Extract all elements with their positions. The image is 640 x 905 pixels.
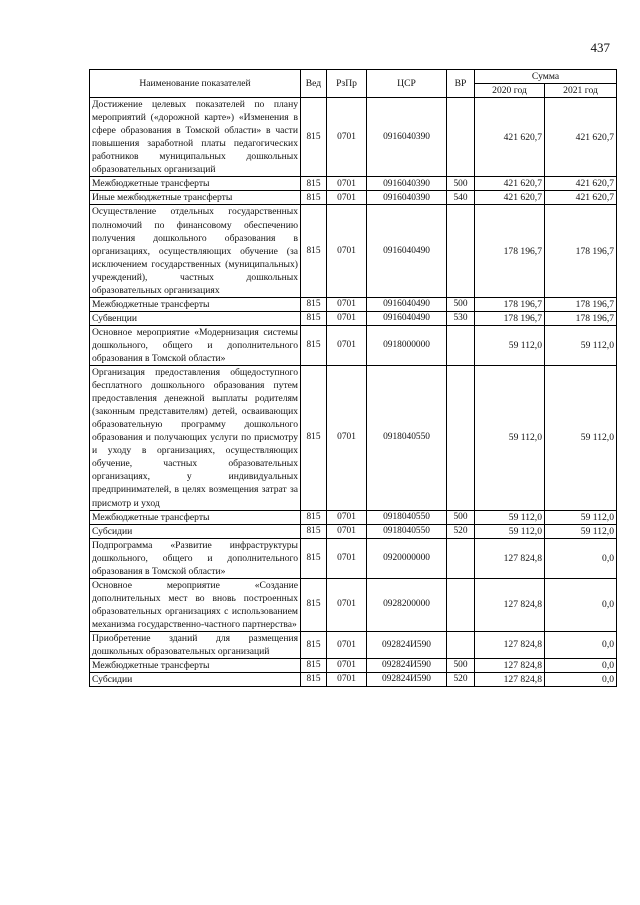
row-vr [447, 366, 475, 511]
row-ved: 815 [301, 366, 327, 511]
row-amount-2021: 59 112,0 [545, 325, 617, 365]
row-vr [447, 631, 475, 658]
row-csr: 0916040490 [367, 311, 447, 325]
row-ved: 815 [301, 659, 327, 673]
row-amount-2020: 59 112,0 [475, 366, 545, 511]
row-vr: 530 [447, 311, 475, 325]
row-ved: 815 [301, 673, 327, 687]
row-ved: 815 [301, 297, 327, 311]
row-name: Межбюджетные трансферты [90, 177, 301, 191]
table-row [90, 205, 617, 297]
table-header [90, 70, 617, 98]
row-amount-2021: 0,0 [545, 538, 617, 578]
row-csr: 0920000000 [367, 538, 447, 578]
table-row [90, 524, 617, 538]
row-amount-2021: 59 112,0 [545, 524, 617, 538]
row-ved: 815 [301, 205, 327, 297]
row-csr: 0918000000 [367, 325, 447, 365]
table-row [90, 325, 617, 365]
row-amount-2020: 59 112,0 [475, 325, 545, 365]
row-vr [447, 325, 475, 365]
row-rzpr: 0701 [327, 510, 367, 524]
row-name: Субсидии [90, 524, 301, 538]
row-amount-2020: 127 824,8 [475, 659, 545, 673]
header-year-2020: 2020 год [475, 84, 545, 98]
row-amount-2021: 421 620,7 [545, 191, 617, 205]
row-rzpr: 0701 [327, 538, 367, 578]
row-amount-2020: 178 196,7 [475, 205, 545, 297]
table-row [90, 191, 617, 205]
row-csr: 092824И590 [367, 659, 447, 673]
table-row [90, 631, 617, 658]
row-amount-2021: 178 196,7 [545, 311, 617, 325]
header-ved: Вед [301, 70, 327, 98]
row-csr: 0928200000 [367, 578, 447, 631]
header-sum: Сумма [475, 70, 617, 84]
row-name: Основное мероприятие «Модернизация системы дошкольного, общего и дополнительного образования в Томской области» [90, 325, 301, 365]
row-vr: 520 [447, 673, 475, 687]
table-row [90, 177, 617, 191]
header-name: Наименование показателей [90, 70, 301, 98]
row-amount-2021: 0,0 [545, 659, 617, 673]
header-csr: ЦСР [367, 70, 447, 98]
row-rzpr: 0701 [327, 98, 367, 177]
row-rzpr: 0701 [327, 524, 367, 538]
row-ved: 815 [301, 524, 327, 538]
row-amount-2020: 178 196,7 [475, 297, 545, 311]
row-rzpr: 0701 [327, 205, 367, 297]
row-amount-2021: 178 196,7 [545, 297, 617, 311]
row-vr: 500 [447, 659, 475, 673]
row-ved: 815 [301, 510, 327, 524]
row-csr: 0916040390 [367, 177, 447, 191]
row-ved: 815 [301, 578, 327, 631]
row-name: Межбюджетные трансферты [90, 510, 301, 524]
row-amount-2021: 421 620,7 [545, 98, 617, 177]
row-csr: 0918040550 [367, 366, 447, 511]
table-row [90, 98, 617, 177]
row-vr [447, 98, 475, 177]
row-name: Осуществление отдельных государственных полномочий по финансовому обеспечению получения дошкольного образования в организациях, осуществляющих обучение (за исключением государственных (муниципальных) учреждений), частных дошкольных образовательных организациях [90, 205, 301, 297]
row-amount-2020: 421 620,7 [475, 191, 545, 205]
table-row [90, 297, 617, 311]
row-amount-2020: 59 112,0 [475, 524, 545, 538]
row-amount-2020: 127 824,8 [475, 538, 545, 578]
row-name: Организация предоставления общедоступного бесплатного дошкольного образования путем предоставления денежной выплаты родителям (законным представителям) детей, осваивающих образовательную программу дошкольного образования и получающих услуги по присмотру и уходу в организациях, осуществляющих обучение, частных образовательных организациях, у индивидуальных предпринимателей, в целях возмещения затрат за присмотр и уход [90, 366, 301, 511]
row-amount-2020: 178 196,7 [475, 311, 545, 325]
table-row [90, 366, 617, 511]
row-name: Подпрограмма «Развитие инфраструктуры дошкольного, общего и дополнительного образования в Томской области» [90, 538, 301, 578]
row-csr: 0918040550 [367, 510, 447, 524]
row-vr: 540 [447, 191, 475, 205]
row-rzpr: 0701 [327, 631, 367, 658]
table-row [90, 659, 617, 673]
row-ved: 815 [301, 311, 327, 325]
row-name: Субсидии [90, 673, 301, 687]
row-vr [447, 578, 475, 631]
row-amount-2021: 0,0 [545, 578, 617, 631]
row-csr: 0916040490 [367, 205, 447, 297]
row-amount-2020: 421 620,7 [475, 98, 545, 177]
row-vr [447, 538, 475, 578]
row-csr: 0918040550 [367, 524, 447, 538]
row-csr: 092824И590 [367, 631, 447, 658]
row-csr: 092824И590 [367, 673, 447, 687]
row-csr: 0916040390 [367, 98, 447, 177]
row-vr: 500 [447, 297, 475, 311]
table-body [90, 98, 617, 687]
row-rzpr: 0701 [327, 578, 367, 631]
row-rzpr: 0701 [327, 297, 367, 311]
header-vr: ВР [447, 70, 475, 98]
row-vr: 520 [447, 524, 475, 538]
row-ved: 815 [301, 177, 327, 191]
row-amount-2021: 421 620,7 [545, 177, 617, 191]
row-ved: 815 [301, 191, 327, 205]
row-amount-2021: 59 112,0 [545, 510, 617, 524]
row-amount-2020: 127 824,8 [475, 631, 545, 658]
row-amount-2020: 127 824,8 [475, 578, 545, 631]
row-rzpr: 0701 [327, 311, 367, 325]
row-ved: 815 [301, 325, 327, 365]
row-ved: 815 [301, 538, 327, 578]
row-csr: 0916040490 [367, 297, 447, 311]
row-name: Достижение целевых показателей по плану мероприятий («дорожной карте») «Изменения в сфере образования в Томской области» в части повышения заработной платы педагогических работников муниципальных дошкольных образовательных организаций [90, 98, 301, 177]
row-ved: 815 [301, 631, 327, 658]
row-amount-2021: 59 112,0 [545, 366, 617, 511]
row-amount-2021: 178 196,7 [545, 205, 617, 297]
row-name: Приобретение зданий для размещения дошкольных образовательных организаций [90, 631, 301, 658]
budget-table [89, 69, 617, 687]
row-vr: 500 [447, 510, 475, 524]
row-amount-2021: 0,0 [545, 631, 617, 658]
row-name: Основное мероприятие «Создание дополнительных мест во вновь построенных образовательных организациях с использованием механизма государственно-частного партнерства» [90, 578, 301, 631]
row-rzpr: 0701 [327, 177, 367, 191]
table-row [90, 510, 617, 524]
table-row [90, 311, 617, 325]
page-number: 437 [590, 40, 610, 55]
table-row [90, 673, 617, 687]
row-rzpr: 0701 [327, 366, 367, 511]
row-vr: 500 [447, 177, 475, 191]
row-name: Субвенции [90, 311, 301, 325]
table-row [90, 538, 617, 578]
row-name: Межбюджетные трансферты [90, 297, 301, 311]
row-amount-2020: 59 112,0 [475, 510, 545, 524]
row-amount-2021: 0,0 [545, 673, 617, 687]
row-name: Иные межбюджетные трансферты [90, 191, 301, 205]
row-rzpr: 0701 [327, 325, 367, 365]
table-row [90, 578, 617, 631]
row-csr: 0916040390 [367, 191, 447, 205]
row-name: Межбюджетные трансферты [90, 659, 301, 673]
row-rzpr: 0701 [327, 659, 367, 673]
header-rzpr: РзПр [327, 70, 367, 98]
row-vr [447, 205, 475, 297]
row-amount-2020: 127 824,8 [475, 673, 545, 687]
row-rzpr: 0701 [327, 673, 367, 687]
row-ved: 815 [301, 98, 327, 177]
row-rzpr: 0701 [327, 191, 367, 205]
row-amount-2020: 421 620,7 [475, 177, 545, 191]
header-year-2021: 2021 год [545, 84, 617, 98]
